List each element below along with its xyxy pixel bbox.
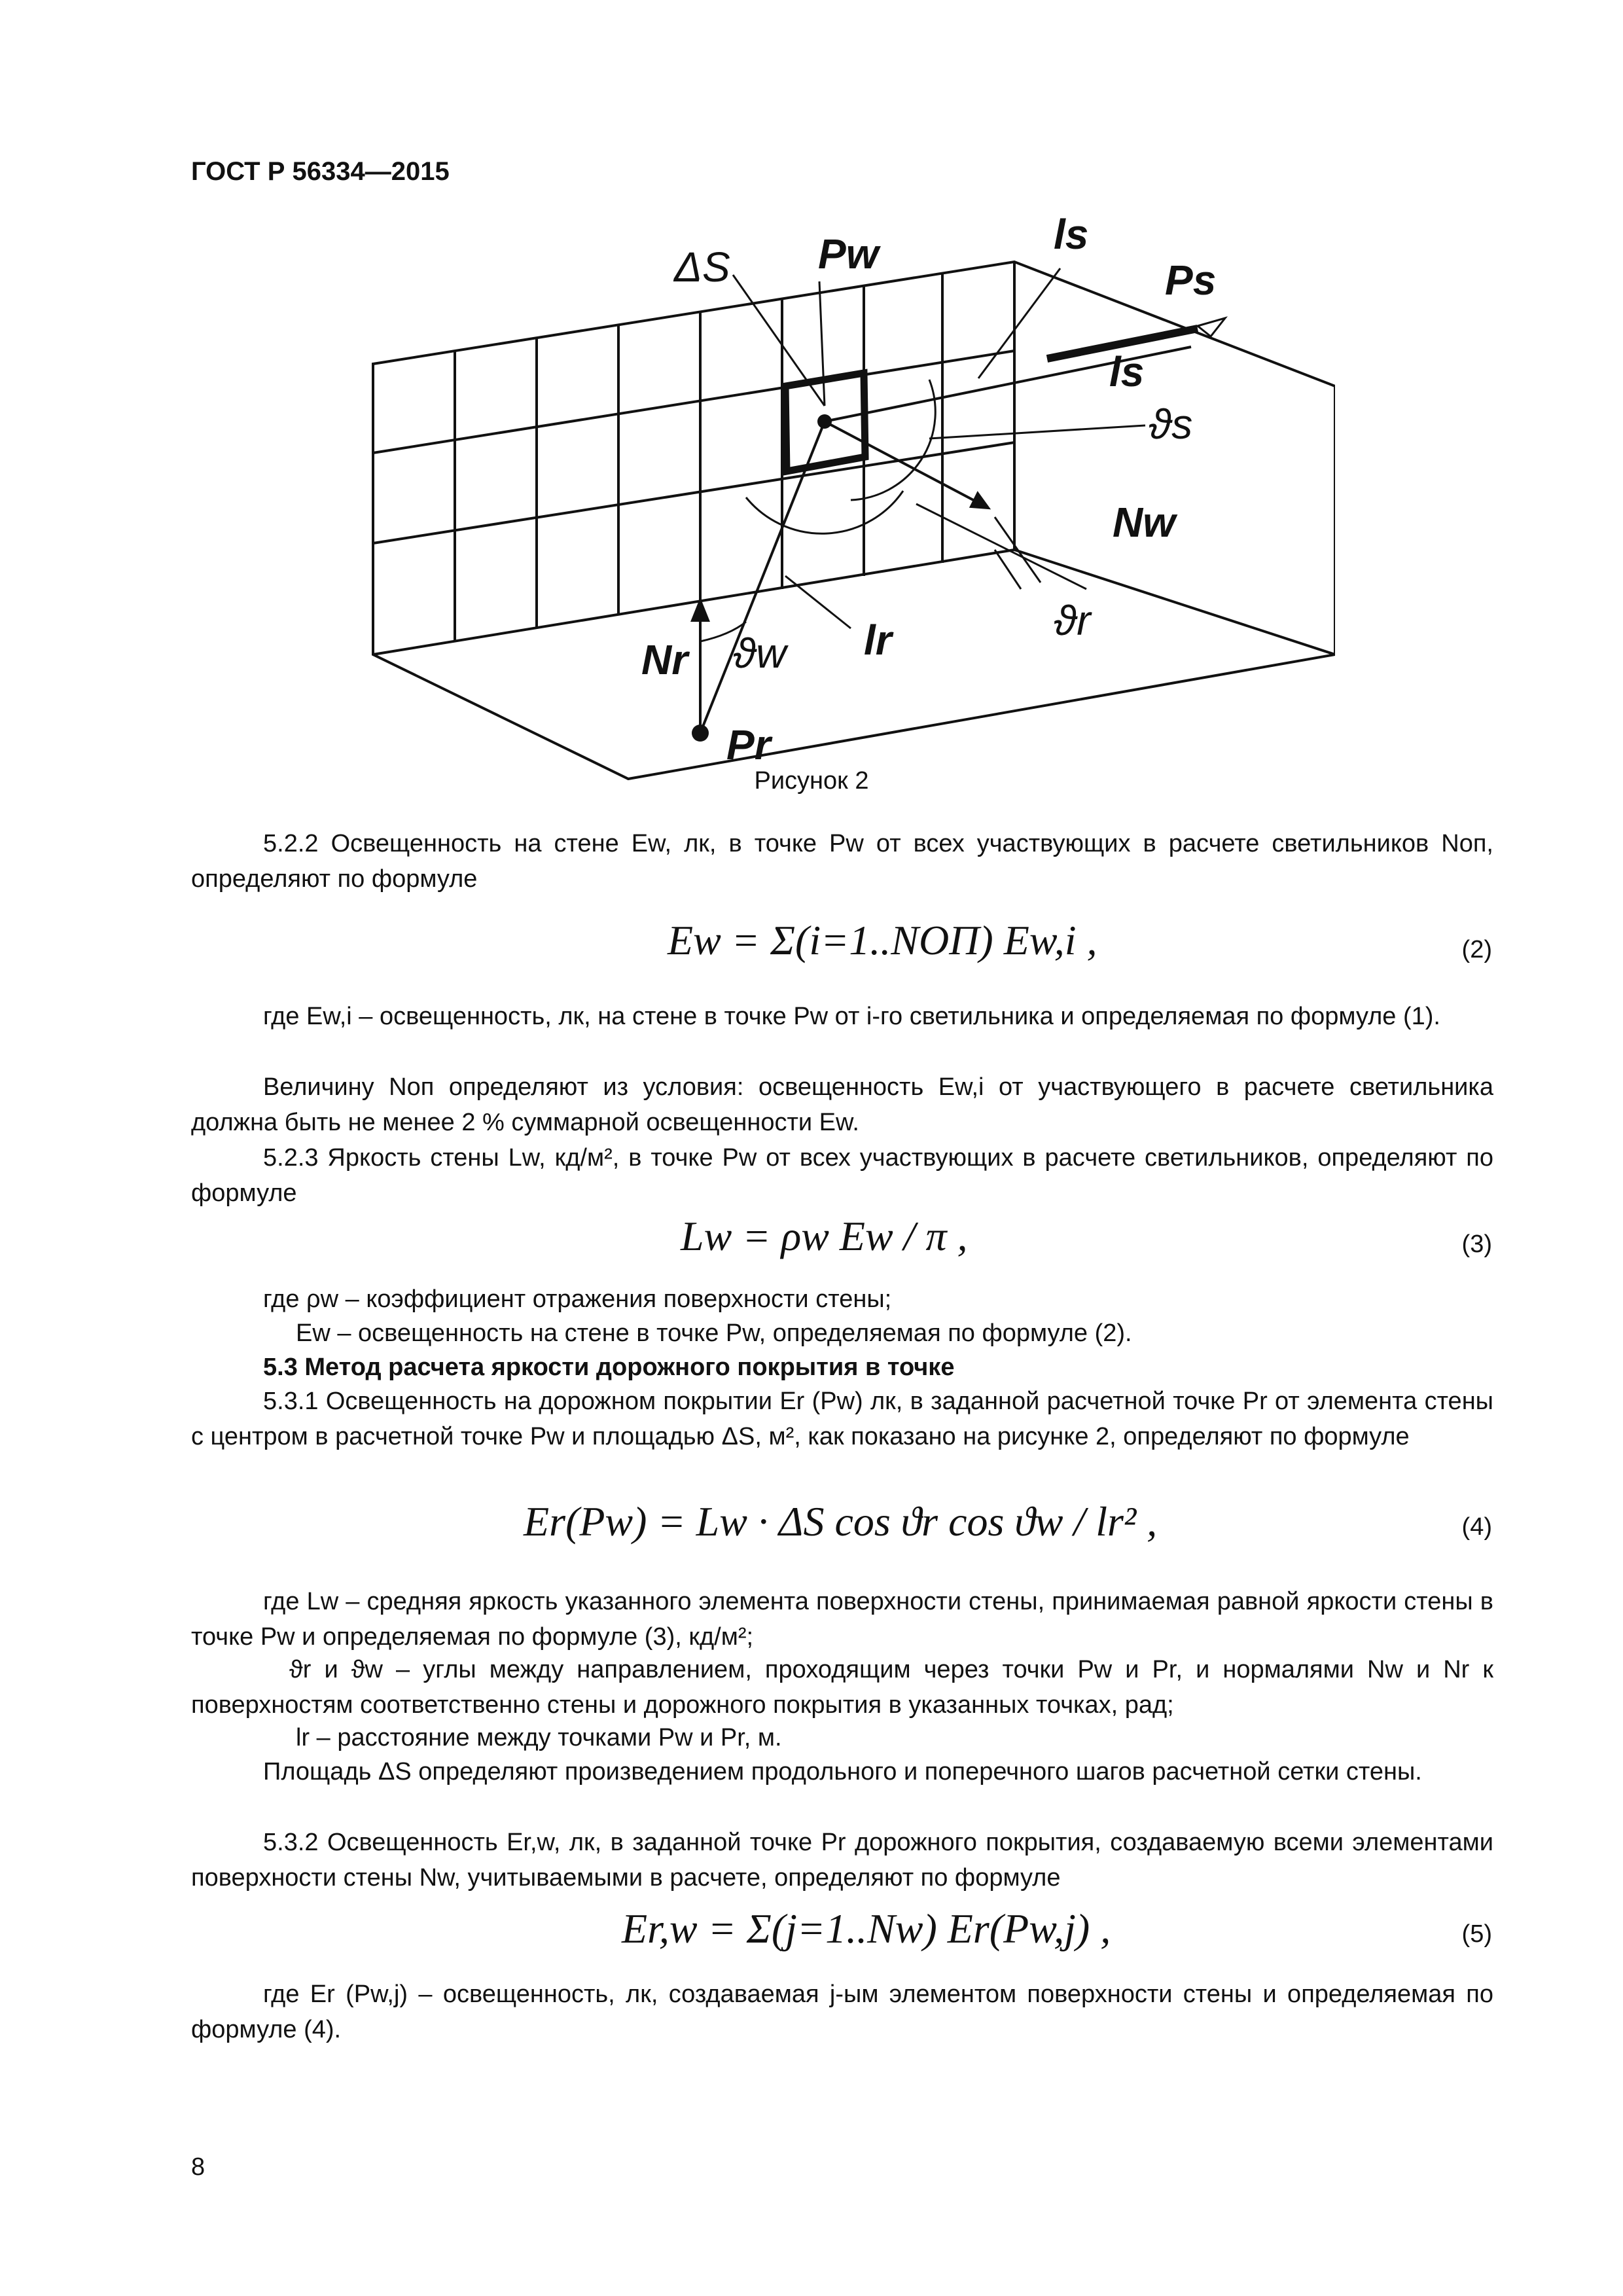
paragraph-5-2-3: 5.2.3 Яркость стены Lw, кд/м², в точке Pw от всех участвующих в расчете светильников, определяют по формуле — [191, 1144, 1493, 1207]
figure-caption: Рисунок 2 — [754, 767, 869, 795]
formula-2: Ew = Σ(i=1..NОП) Ew,i , — [668, 917, 1097, 963]
label-ls-top: ls — [1054, 211, 1089, 258]
paragraph-angles-def: ϑr и ϑw – углы между направлением, проходящим через точки Pw и Pr, и нормалями Nw и Nr к поверхностям соответственно стены и дорожного покрытия в указанных точках, рад; — [191, 1656, 1493, 1719]
paragraph-5-3-1: 5.3.1 Освещенность на дорожном покрытии Er (Pw) лк, в заданной расчетной точке Pr от элемента стены с центром в расчетной точке Pw и площадью ΔS, м², как показано на рисунке 2, определяют по формуле — [191, 1388, 1493, 1450]
pr-point — [692, 725, 709, 742]
label-theta-r: ϑr — [1054, 597, 1091, 644]
label-theta-w: ϑw — [733, 630, 787, 677]
paragraph-lw-def: где Lw – средняя яркость указанного элемента поверхности стены, принимаемая равной яркости стены в точке Pw и определяемая по формуле (3), кд/м²; — [191, 1588, 1493, 1651]
pw-point — [817, 414, 832, 429]
paragraph-rho-def: где ρw – коэффициент отражения поверхности стены; — [263, 1285, 892, 1313]
label-ls-right: ls — [1109, 348, 1145, 395]
label-delta-s: ΔS — [674, 243, 730, 291]
label-pr: Pr — [726, 721, 771, 768]
label-theta-s: ϑs — [1149, 401, 1193, 448]
equation-number-5: (5) — [1461, 1920, 1492, 1948]
formula-5: Er,w = Σ(j=1..Nw) Er(Pw,j) , — [622, 1905, 1111, 1952]
formula-4: Er(Pw) = Lw · ΔS cos ϑr cos ϑw / lr² , — [524, 1498, 1158, 1545]
document-header: ГОСТ Р 56334—2015 — [191, 157, 450, 186]
label-ps: Ps — [1165, 257, 1217, 304]
paragraph-lr-def: lr – расстояние между точками Pw и Pr, м. — [296, 1724, 782, 1751]
paragraph-ew-def: Ew – освещенность на стене в точке Pw, определяемая по формуле (2). — [296, 1319, 1132, 1347]
formula-3: Lw = ρw Ew / π , — [681, 1213, 968, 1259]
paragraph-er-def: где Er (Pw,j) – освещенность, лк, создаваемая j-ым элементом поверхности стены и определяемая по формуле (4). — [191, 1981, 1493, 2043]
paragraph-area: Площадь ΔS определяют произведением продольного и поперечного шагов расчетной сетки стены. — [263, 1758, 1422, 1785]
paragraph-where-ewi: где Ew,i – освещенность, лк, на стене в точке Pw от i-го светильника и определяемая по формуле (1). — [263, 1003, 1440, 1030]
paragraph-nop: Величину Nоп определяют из условия: освещенность Ew,i от участвующего в расчете светильника должна быть не менее 2 % суммарной освещенности Ew. — [191, 1073, 1493, 1136]
figure-2-diagram — [366, 209, 1335, 785]
label-pw: Pw — [818, 230, 879, 278]
equation-number-2: (2) — [1461, 936, 1492, 963]
paragraph-5-3-2: 5.3.2 Освещенность Er,w, лк, в заданной точке Pr дорожного покрытия, создаваемую всеми элементами поверхности стены Nw, учитываемыми в расчете, определяют по формуле — [191, 1829, 1493, 1892]
label-lr: lr — [864, 617, 892, 664]
section-heading-5-3: 5.3 Метод расчета яркости дорожного покрытия в точке — [263, 1354, 955, 1381]
label-nw: Nw — [1113, 499, 1175, 546]
equation-number-3: (3) — [1461, 1230, 1492, 1258]
page-number: 8 — [191, 2153, 205, 2181]
equation-number-4: (4) — [1461, 1513, 1492, 1541]
label-nr: Nr — [641, 636, 688, 683]
paragraph-5-2-2: 5.2.2 Освещенность на стене Ew, лк, в точке Pw от всех участвующих в расчете светильников Nоп, определяют по формуле — [191, 830, 1493, 893]
